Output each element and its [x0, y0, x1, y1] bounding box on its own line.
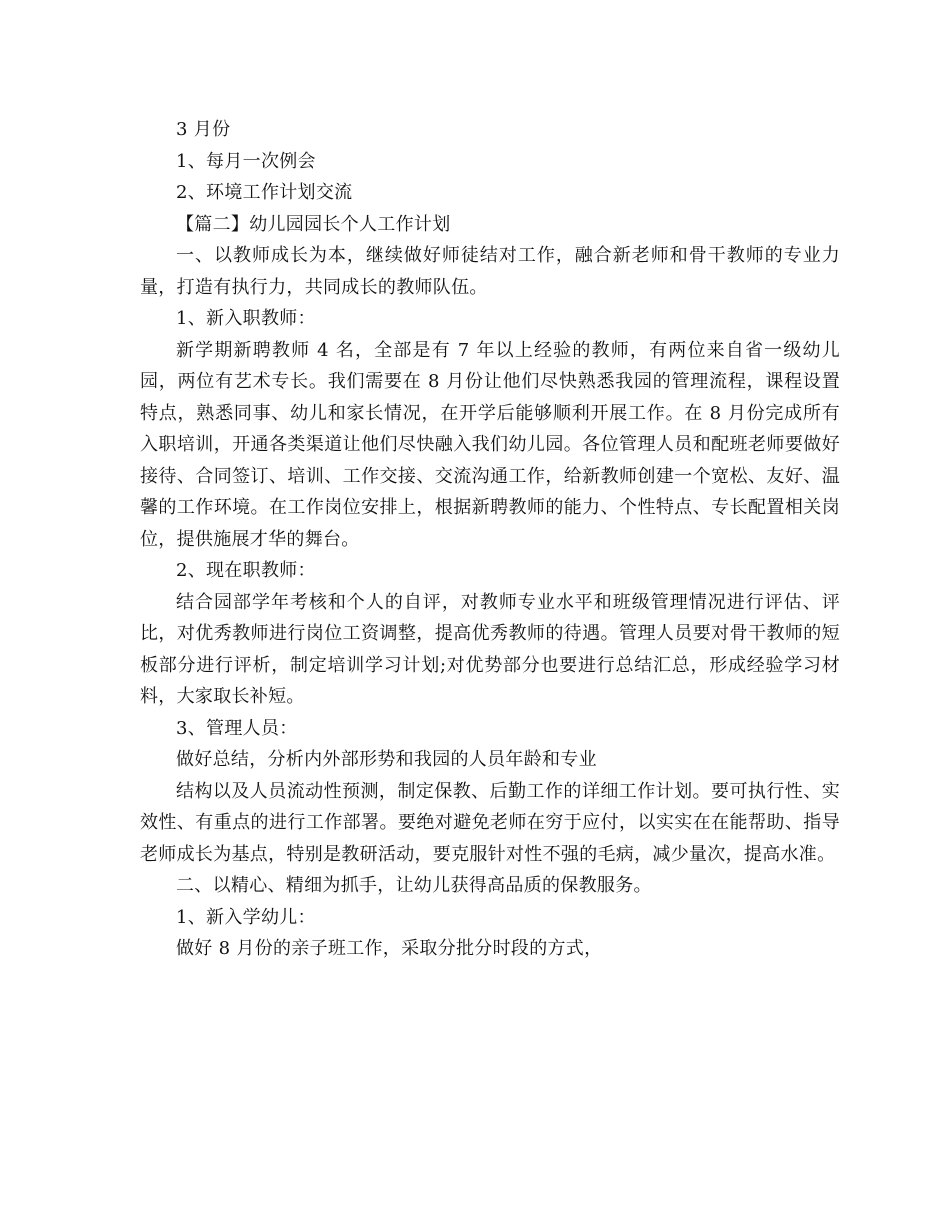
paragraph-new-children: 做好 8 月份的亲子班工作，采取分批分时段的方式，: [176, 938, 603, 959]
section-heading: 【篇二】幼儿园园长个人工作计划: [176, 213, 451, 235]
paragraph-managers-2: 结构以及人员流动性预测，制定保教、后勤工作的详细工作计划。要可执行性、实效性、有重点的进行工作部署。要绝对避免老师在穷于应付，以实实在在能帮助、指导老师成长为基点，特别是教研活动，要克服针对性不强的毛病，减少量次，提高水准。: [140, 780, 840, 865]
paragraph-managers-1: 做好总结，分析内外部形势和我园的人员年龄和专业: [176, 749, 597, 770]
paragraph-current-teachers: 结合园部学年考核和个人的自评，对教师专业水平和班级管理情况进行评估、评比，对优秀教师进行岗位工资调整，提高优秀教师的待遇。管理人员要对骨干教师的短板部分进行评析，制定培训学习计划;对优势部分也要进行总结汇总，形成经验学习材料，大家取长补短。: [140, 591, 840, 707]
document-body: [140, 114, 840, 965]
subheading-new-children: 1、新入学幼儿：: [176, 906, 316, 928]
paragraph-item-meeting: 1、每月一次例会: [176, 150, 316, 172]
paragraph-part-one: 一、以教师成长为本，继续做好师徒结对工作，融合新老师和骨干教师的专业力量，打造有执行力，共同成长的教师队伍。: [140, 245, 840, 298]
subheading-managers: 3、管理人员：: [176, 717, 298, 739]
paragraph-item-exchange: 2、环境工作计划交流: [176, 182, 353, 203]
paragraph-month: 3 月份: [176, 119, 231, 140]
subheading-new-teachers: 1、新入职教师：: [176, 308, 316, 329]
paragraph-part-two: 二、以精心、精细为抓手，让幼儿获得高品质的保教服务。: [176, 875, 652, 896]
subheading-current-teachers: 2、现在职教师：: [176, 560, 316, 581]
paragraph-new-teachers: 新学期新聘教师 4 名，全部是有 7 年以上经验的教师，有两位来自省一级幼儿园，两位有艺术专长。我们需要在 8 月份让他们尽快熟悉我园的管理流程，课程设置特点，熟悉同事、幼儿和家长情况，在开学后能够顺利开展工作。在 8 月份完成所有入职培训，开通各类渠道让他们尽快融入我们幼儿园。各位管理人员和配班老师要做好接待、合同签订、培训、工作交接、交流沟通工作，给新教师创建一个宽松、友好、温馨的工作环境。在工作岗位安排上，根据新聘教师的能力、个性特点、专长配置相关岗位，提供施展才华的舞台。: [140, 339, 840, 550]
